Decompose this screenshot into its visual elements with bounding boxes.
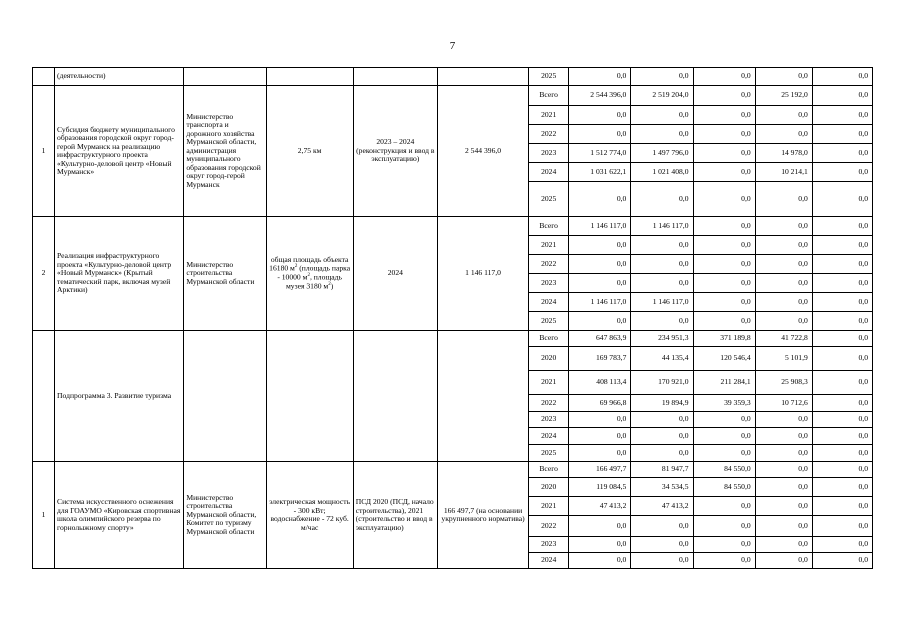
value-cell: 0,0: [812, 312, 872, 331]
year-cell: 2025: [529, 182, 569, 217]
value-cell: 0,0: [812, 371, 872, 395]
year-cell: 2023: [529, 537, 569, 553]
value-cell: 0,0: [812, 395, 872, 412]
value-cell: 0,0: [569, 255, 631, 274]
item-capacity: общая площадь объекта 16180 $м^2$ (площадь парка - 10000 $м^2$, площадь музея 3180 $м^2$): [266, 217, 353, 331]
value-cell: 119 084,5: [569, 478, 631, 497]
value-cell: 0,0: [693, 412, 755, 428]
year-cell: 2021: [529, 497, 569, 516]
value-cell: 0,0: [755, 497, 812, 516]
value-cell: 0,0: [569, 553, 631, 569]
value-cell: 0,0: [812, 274, 872, 293]
value-cell: 0,0: [812, 553, 872, 569]
value-cell: 0,0: [812, 412, 872, 428]
value-cell: 0,0: [631, 236, 693, 255]
value-cell: 25 192,0: [755, 86, 812, 106]
value-cell: 0,0: [755, 553, 812, 569]
table-row: [33, 86, 873, 106]
year-cell: 2022: [529, 516, 569, 537]
value-cell: 0,0: [631, 537, 693, 553]
value-cell: 170 921,0: [631, 371, 693, 395]
value-cell: 0,0: [755, 182, 812, 217]
item-capacity: электрическая мощность - 300 кВт; водоснабжение - 72 куб. м/час: [266, 462, 353, 569]
value-cell: 0,0: [693, 217, 755, 236]
value-cell: 0,0: [631, 412, 693, 428]
value-cell: 19 894,9: [631, 395, 693, 412]
year-cell: 2021: [529, 106, 569, 125]
value-cell: 0,0: [755, 293, 812, 312]
item-executor: Министерство строительства Мурманской области: [184, 217, 266, 331]
value-cell: 0,0: [755, 125, 812, 144]
year-cell: 2025: [529, 68, 569, 86]
value-cell: 0,0: [693, 236, 755, 255]
value-cell: 2 544 396,0: [569, 86, 631, 106]
value-cell: 166 497,7: [569, 462, 631, 478]
item-period: 2024: [353, 217, 437, 331]
value-cell: 0,0: [755, 106, 812, 125]
value-cell: 0,0: [812, 125, 872, 144]
value-cell: 0,0: [631, 312, 693, 331]
value-cell: 0,0: [755, 217, 812, 236]
year-cell: 2025: [529, 312, 569, 331]
value-cell: 0,0: [812, 86, 872, 106]
value-cell: 0,0: [812, 497, 872, 516]
year-cell: 2021: [529, 236, 569, 255]
item-period: 2023 – 2024 (реконструкция и ввод в эксплуатацию): [353, 86, 437, 217]
value-cell: 0,0: [569, 68, 631, 86]
value-cell: 2 519 204,0: [631, 86, 693, 106]
year-cell: 2024: [529, 553, 569, 569]
value-cell: 84 550,0: [693, 478, 755, 497]
value-cell: 1 146 117,0: [631, 293, 693, 312]
value-cell: 0,0: [569, 412, 631, 428]
row-name: (деятельности): [55, 68, 184, 86]
value-cell: 0,0: [631, 255, 693, 274]
year-cell: Всего: [529, 86, 569, 106]
value-cell: 0,0: [755, 68, 812, 86]
value-cell: 0,0: [631, 106, 693, 125]
item-cost: 2 544 396,0: [437, 86, 528, 217]
value-cell: 14 978,0: [755, 144, 812, 163]
value-cell: 0,0: [693, 553, 755, 569]
value-cell: 0,0: [812, 182, 872, 217]
value-cell: 1 021 408,0: [631, 163, 693, 182]
value-cell: 0,0: [569, 428, 631, 445]
year-cell: 2023: [529, 274, 569, 293]
value-cell: 1 146 117,0: [569, 293, 631, 312]
item-number: 1: [33, 462, 55, 569]
value-cell: 1 146 117,0: [631, 217, 693, 236]
year-cell: 2024: [529, 163, 569, 182]
value-cell: 234 951,3: [631, 331, 693, 347]
value-cell: 0,0: [693, 68, 755, 86]
year-cell: 2023: [529, 412, 569, 428]
value-cell: 120 546,4: [693, 347, 755, 371]
value-cell: 0,0: [812, 331, 872, 347]
value-cell: 1 031 622,1: [569, 163, 631, 182]
item-cost: 166 497,7 (на основании укрупненного норматива): [437, 462, 528, 569]
value-cell: 0,0: [693, 274, 755, 293]
value-cell: 0,0: [693, 182, 755, 217]
value-cell: 0,0: [693, 537, 755, 553]
year-cell: 2022: [529, 255, 569, 274]
value-cell: 0,0: [812, 516, 872, 537]
value-cell: 0,0: [693, 106, 755, 125]
value-cell: 0,0: [755, 274, 812, 293]
item-capacity: 2,75 км: [266, 86, 353, 217]
value-cell: 84 550,0: [693, 462, 755, 478]
value-cell: 0,0: [693, 125, 755, 144]
value-cell: 10 712,6: [755, 395, 812, 412]
value-cell: 0,0: [569, 236, 631, 255]
year-cell: 2024: [529, 428, 569, 445]
year-cell: 2025: [529, 445, 569, 462]
item-name: Реализация инфраструктурного проекта «Культурно-деловой центр «Новый Мурманск» (Крытый тематический парк, включая музей Арктики): [55, 217, 184, 331]
value-cell: 39 359,3: [693, 395, 755, 412]
year-cell: 2023: [529, 144, 569, 163]
value-cell: 0,0: [631, 516, 693, 537]
value-cell: 0,0: [812, 478, 872, 497]
value-cell: 0,0: [812, 106, 872, 125]
value-cell: 0,0: [755, 412, 812, 428]
value-cell: 169 783,7: [569, 347, 631, 371]
value-cell: 0,0: [569, 106, 631, 125]
year-cell: 2020: [529, 478, 569, 497]
item-executor: Министерство строительства Мурманской области, Комитет по туризму Мурманской области: [184, 462, 266, 569]
value-cell: 47 413,2: [631, 497, 693, 516]
item-name: Система искусственного оснежения для ГОАУМО «Кировская спортивная школа олимпийского резерва по горнолыжному спорту»: [55, 462, 184, 569]
program-table: [32, 67, 873, 569]
value-cell: 0,0: [631, 182, 693, 217]
value-cell: 0,0: [755, 478, 812, 497]
value-cell: 0,0: [569, 312, 631, 331]
value-cell: 0,0: [569, 274, 631, 293]
item-cost: 1 146 117,0: [437, 217, 528, 331]
value-cell: 0,0: [755, 445, 812, 462]
value-cell: 0,0: [812, 217, 872, 236]
value-cell: 0,0: [693, 445, 755, 462]
value-cell: 25 908,3: [755, 371, 812, 395]
subprogram-name: Подпрограмма 3. Развитие туризма: [55, 331, 184, 462]
value-cell: 0,0: [755, 428, 812, 445]
value-cell: 0,0: [693, 516, 755, 537]
value-cell: 44 135,4: [631, 347, 693, 371]
value-cell: 0,0: [812, 68, 872, 86]
value-cell: 0,0: [693, 163, 755, 182]
value-cell: 647 863,9: [569, 331, 631, 347]
value-cell: 47 413,2: [569, 497, 631, 516]
value-cell: 0,0: [755, 312, 812, 331]
year-cell: 2024: [529, 293, 569, 312]
value-cell: 0,0: [812, 445, 872, 462]
value-cell: 0,0: [812, 144, 872, 163]
value-cell: 0,0: [812, 462, 872, 478]
value-cell: 0,0: [812, 293, 872, 312]
value-cell: 0,0: [812, 255, 872, 274]
value-cell: 0,0: [569, 516, 631, 537]
page-number: 7: [449, 40, 456, 52]
value-cell: 0,0: [755, 537, 812, 553]
table-row: [33, 331, 873, 347]
value-cell: 0,0: [693, 255, 755, 274]
value-cell: 0,0: [812, 347, 872, 371]
year-cell: 2022: [529, 125, 569, 144]
value-cell: 0,0: [569, 445, 631, 462]
value-cell: 81 947,7: [631, 462, 693, 478]
value-cell: 69 966,8: [569, 395, 631, 412]
value-cell: 0,0: [569, 182, 631, 217]
value-cell: 0,0: [631, 68, 693, 86]
value-cell: 0,0: [755, 462, 812, 478]
value-cell: 0,0: [569, 537, 631, 553]
table-row: [33, 68, 873, 86]
item-period: ПСД 2020 (ПСД, начало строительства), 2021 (строительство и ввод в эксплуатацию): [353, 462, 437, 569]
value-cell: 1 497 796,0: [631, 144, 693, 163]
item-name: Субсидия бюджету муниципального образования городской округ город-герой Мурманск на реализацию инфраструктурного проекта «Культурно-деловой центр «Новый Мурманск»: [55, 86, 184, 217]
value-cell: 0,0: [631, 553, 693, 569]
item-number: 1: [33, 86, 55, 217]
value-cell: 0,0: [812, 236, 872, 255]
value-cell: 0,0: [569, 125, 631, 144]
value-cell: 0,0: [693, 86, 755, 106]
value-cell: 0,0: [812, 537, 872, 553]
value-cell: 0,0: [812, 428, 872, 445]
table-row: [33, 462, 873, 478]
value-cell: 1 512 774,0: [569, 144, 631, 163]
value-cell: 0,0: [693, 144, 755, 163]
year-cell: Всего: [529, 331, 569, 347]
value-cell: 0,0: [755, 255, 812, 274]
value-cell: 0,0: [631, 445, 693, 462]
item-number: 2: [33, 217, 55, 331]
value-cell: 0,0: [755, 236, 812, 255]
item-number: [33, 331, 55, 462]
value-cell: 34 534,5: [631, 478, 693, 497]
value-cell: 0,0: [693, 293, 755, 312]
value-cell: 0,0: [812, 163, 872, 182]
value-cell: 0,0: [693, 312, 755, 331]
value-cell: 371 189,8: [693, 331, 755, 347]
year-cell: Всего: [529, 462, 569, 478]
table-row: [33, 217, 873, 236]
value-cell: 0,0: [631, 274, 693, 293]
value-cell: 41 722,8: [755, 331, 812, 347]
value-cell: 0,0: [631, 428, 693, 445]
item-executor: Министерство транспорта и дорожного хозяйства Мурманской области, администрация муниципального образования городской округ город-герой Мурманск: [184, 86, 266, 217]
value-cell: 10 214,1: [755, 163, 812, 182]
value-cell: 0,0: [631, 125, 693, 144]
value-cell: 211 284,1: [693, 371, 755, 395]
year-cell: 2021: [529, 371, 569, 395]
value-cell: 5 101,9: [755, 347, 812, 371]
year-cell: 2022: [529, 395, 569, 412]
value-cell: 408 113,4: [569, 371, 631, 395]
value-cell: 0,0: [755, 516, 812, 537]
year-cell: Всего: [529, 217, 569, 236]
value-cell: 0,0: [693, 428, 755, 445]
value-cell: 1 146 117,0: [569, 217, 631, 236]
value-cell: 0,0: [693, 497, 755, 516]
year-cell: 2020: [529, 347, 569, 371]
